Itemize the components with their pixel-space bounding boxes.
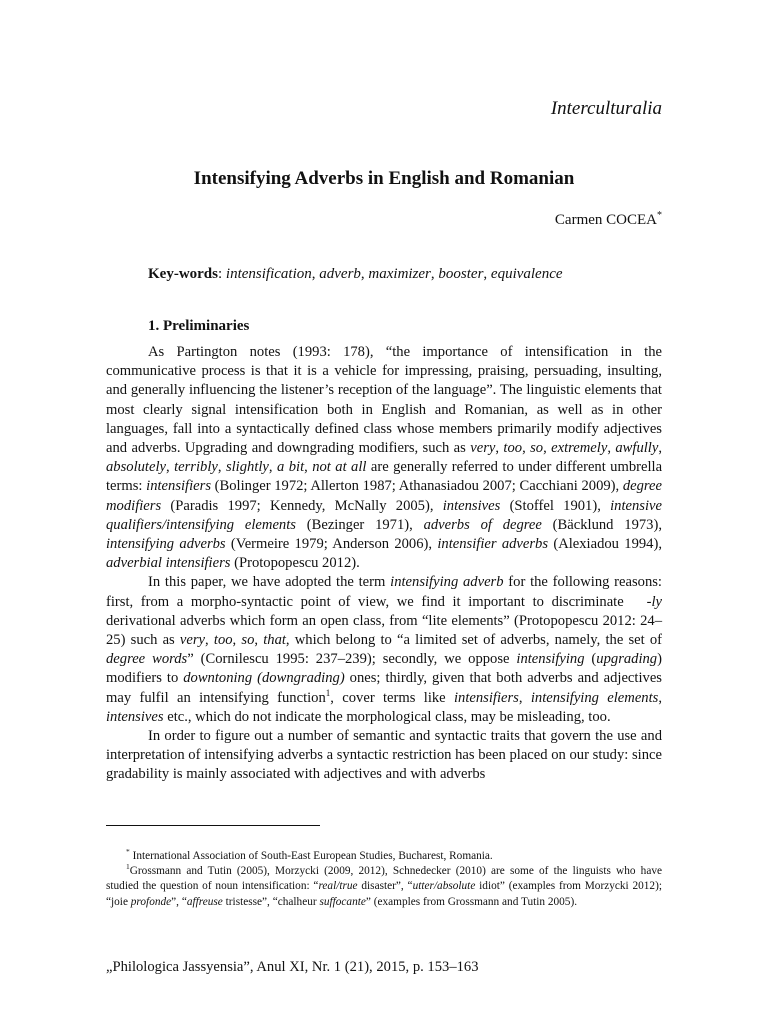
- footnote-separator: [106, 825, 320, 826]
- footnote-run: International Association of South-East European Studies, Bucharest, Romania.: [129, 850, 493, 862]
- keywords-line: [148, 265, 563, 284]
- text-run: slightly: [225, 459, 269, 476]
- author-name: Carmen COCEA: [554, 212, 657, 228]
- keywords-label: Key-words: [148, 266, 218, 282]
- footnotes: [106, 849, 662, 910]
- text-run: In order to figure out a number of semantic and syntactic traits that govern the use and interpretation of intensifying adverbs a syntactic restriction has been placed on our study: since gradability is mainly associated with adjectives and with adverbs: [106, 728, 662, 783]
- text-run: downtoning (downgrading): [183, 670, 345, 687]
- text-run: absolutely: [106, 459, 166, 476]
- text-run: ones; thirdly, given that both adverbs and adjectives may fulfil an intensifying function: [106, 670, 662, 706]
- text-run: intensives: [442, 497, 501, 514]
- keyword-item: equivalence: [490, 266, 563, 282]
- body-text: [106, 343, 662, 785]
- text-run: ,: [254, 632, 264, 649]
- text-run: upgrading: [596, 651, 658, 668]
- text-run: awfully: [615, 440, 659, 457]
- running-head: Interculturalia: [550, 98, 662, 119]
- text-run: terribly: [174, 459, 218, 476]
- text-run: (Bezinger 1971),: [295, 516, 424, 533]
- keywords-list: intensification, adverb, maximizer, booster, equivalence: [225, 266, 563, 282]
- text-run: too: [503, 440, 523, 457]
- footnote: [106, 849, 662, 864]
- footnote-ref: 1: [126, 862, 130, 872]
- text-run: very: [470, 440, 496, 457]
- author-line: [555, 206, 662, 230]
- text-run: ,: [268, 459, 277, 476]
- text-run: ,: [658, 689, 662, 706]
- body-paragraph: [106, 573, 662, 727]
- text-run: so: [530, 440, 544, 457]
- text-run: intensifiers: [453, 689, 519, 706]
- text-run: that: [263, 632, 286, 649]
- author-footnote-mark: *: [657, 210, 662, 221]
- footnote-run: tristesse”, “chalheur: [222, 895, 320, 908]
- journal-footer: „Philologica Jassyensia”, Anul XI, Nr. 1 (21), 2015, p. 153–163: [106, 959, 479, 975]
- text-run: degree modifiers: [106, 478, 662, 514]
- text-run: are generally referred to under different umbrella terms:: [106, 459, 663, 495]
- text-run: ,: [217, 459, 226, 476]
- text-run: (Vermeire 1979; Anderson 2006),: [225, 536, 438, 553]
- footnote-ref: *: [126, 847, 130, 856]
- text-run: adverbs of degree: [423, 516, 542, 533]
- text-run: adverbial intensifiers: [106, 555, 231, 572]
- text-run: -ly: [646, 593, 662, 610]
- text-run: ,: [607, 440, 616, 457]
- footnote-run: affreuse: [186, 895, 223, 908]
- text-run: ,: [205, 632, 214, 649]
- footnote-run: idiot” (examples from Morzycki 2012); “joie: [106, 880, 662, 908]
- footnote-run: real/true: [318, 880, 358, 893]
- text-run: etc., which do not indicate the morphological class, may be misleading, too.: [163, 708, 611, 725]
- keyword-item: maximizer: [368, 266, 431, 282]
- body-paragraph: [106, 343, 662, 573]
- footnote: [106, 864, 662, 910]
- keyword-item: adverb: [319, 266, 361, 282]
- text-run: intensifying adverb: [390, 574, 504, 591]
- text-run: intensifiers: [146, 478, 212, 495]
- text-run: extremely: [551, 440, 608, 457]
- text-run: intensifying adverbs: [106, 536, 226, 553]
- text-run: (Alexiadou 1994),: [548, 536, 662, 553]
- text-run: for the following reasons: first, from a morpho-syntactic point of view, we find it important to discriminate: [106, 574, 662, 610]
- text-run: intensifier adverbs: [437, 536, 549, 553]
- keyword-item: intensification: [225, 266, 312, 282]
- text-run: not at all: [312, 459, 367, 476]
- text-run: derivational adverbs which form an open class, from “lite elements” (Protopopescu 2012: 24–25) such as: [106, 612, 662, 649]
- text-run: intensive qualifiers/intensifying elements: [106, 497, 662, 533]
- body-paragraph: [106, 727, 662, 785]
- text-run: (Bäcklund 1973),: [541, 516, 662, 533]
- text-run: (Stoffel 1901),: [500, 497, 611, 514]
- text-run: too: [213, 632, 233, 649]
- text-run: ” (Cornilescu 1995: 237–239); secondly, we oppose: [187, 651, 517, 668]
- text-run: intensifying: [516, 651, 585, 668]
- text-run: very: [179, 632, 206, 649]
- keyword-item: booster: [438, 266, 484, 282]
- text-run: ,: [304, 459, 313, 476]
- footnote-run: suffocante: [319, 895, 366, 908]
- text-run: , which belong to “a limited set of adverbs, namely, the set of: [285, 632, 663, 649]
- footnote-run: disaster”, “: [357, 880, 413, 893]
- text-run: (: [584, 651, 597, 668]
- text-run: intensives: [106, 708, 164, 725]
- footnote-run: utter/absolute: [412, 880, 476, 893]
- text-run: ) modifiers to: [106, 651, 662, 687]
- footnote-run: ”, “: [171, 895, 187, 908]
- text-run: ,: [658, 440, 663, 457]
- text-run: degree words: [106, 651, 188, 668]
- text-run: ,: [522, 440, 531, 457]
- footnote-run: profonde: [130, 895, 172, 908]
- article-title: Intensifying Adverbs in English and Romanian: [193, 168, 575, 189]
- text-run: ,: [543, 440, 552, 457]
- text-run: (Bolinger 1972; Allerton 1987; Athanasiadou 2007; Cacchiani 2009),: [211, 478, 623, 495]
- footnote-ref: 1: [325, 687, 331, 698]
- text-run: ,: [232, 632, 242, 649]
- text-run: ,: [166, 459, 175, 476]
- text-run: (Protopopescu 2012).: [230, 555, 360, 572]
- text-run: , cover terms like: [330, 689, 454, 706]
- text-run: a bit: [277, 459, 305, 476]
- text-run: In this paper, we have adopted the term: [148, 574, 391, 591]
- text-run: ,: [495, 440, 504, 457]
- footnote-run: Grossmann and Tutin (2005), Morzycki (2009, 2012), Schnedecker (2010) are some of the linguists who have studied the question of noun intensification: “: [106, 865, 662, 893]
- text-run: (Paradis 1997; Kennedy, McNally 2005),: [161, 497, 443, 514]
- text-run: so: [241, 632, 255, 649]
- footnote-run: ” (examples from Grossmann and Tutin 2005).: [365, 895, 578, 908]
- text-run: intensifying elements: [530, 689, 659, 706]
- text-run: ,: [518, 689, 531, 706]
- section-heading: 1. Preliminaries: [148, 318, 250, 334]
- text-run: As Partington notes (1993: 178), “the importance of intensification in the communicative process is that it is a vehicle for impressing, praising, persuading, insulting, and generally influencing the listener’s reception of the language”. The linguistic elements that most clearly signal intensification both in English and Romanian, as well as in other languages, fall into a syntactically defined class whose members primarily modify adjectives and adverbs. Upgrading and downgrading modifiers, such as: [106, 344, 662, 457]
- keywords-separator: :: [218, 266, 226, 282]
